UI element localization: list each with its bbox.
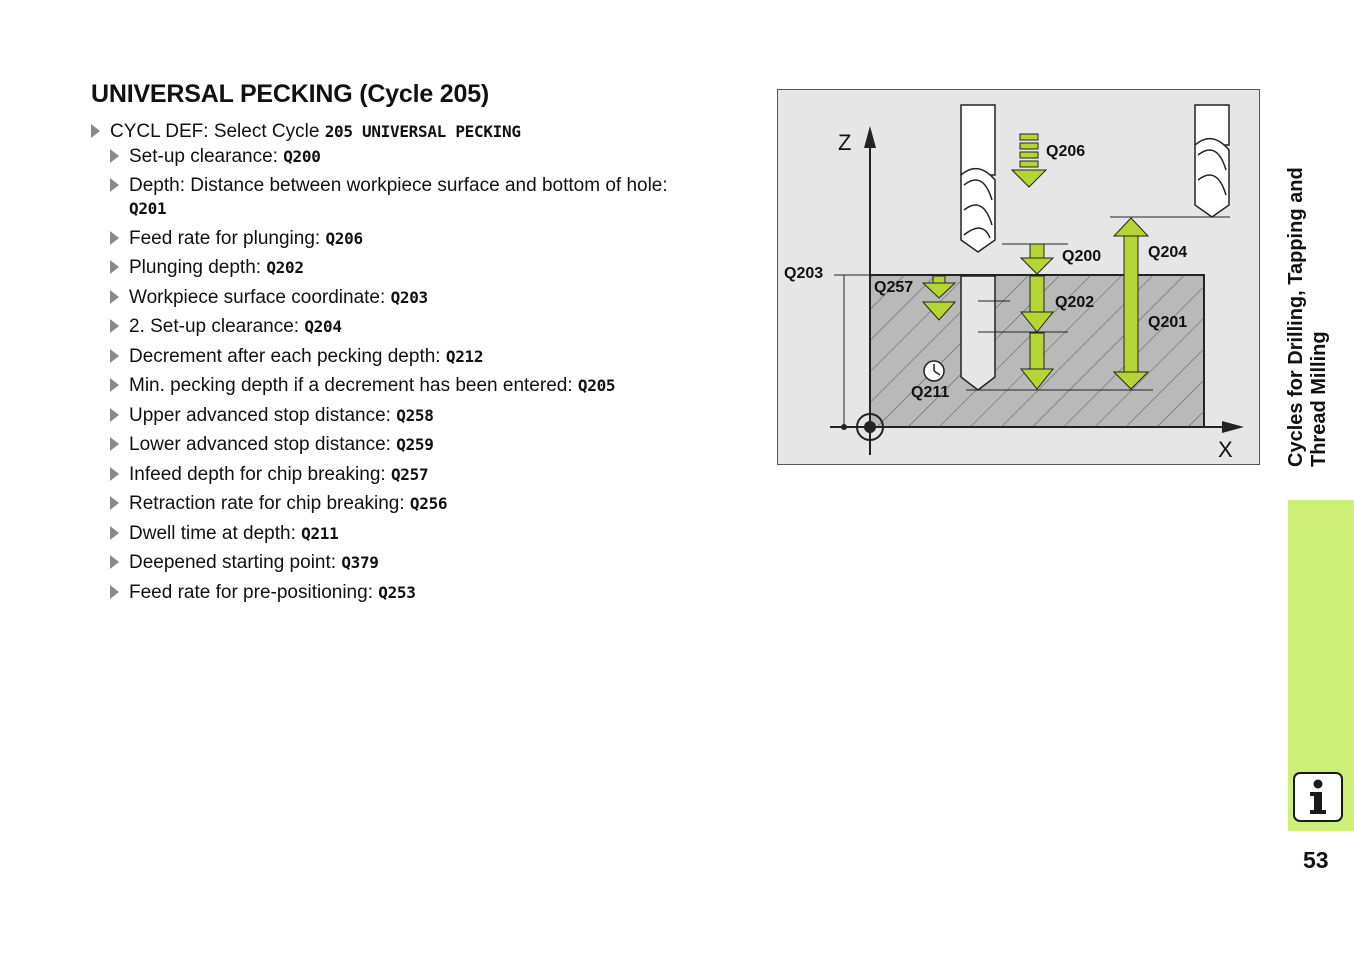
bullet-triangle-icon: [110, 149, 119, 163]
q206-label: Q206: [1046, 143, 1086, 160]
list-item: Deepened starting point: Q379: [110, 552, 379, 574]
bullet-triangle-icon: [91, 124, 100, 138]
q211-label: Q211: [911, 384, 950, 401]
list-item: Infeed depth for chip breaking: Q257: [110, 464, 428, 486]
bullet-triangle-icon: [110, 260, 119, 274]
q202-label: Q202: [1055, 294, 1095, 311]
bullet-triangle-icon: [110, 408, 119, 422]
bullet-triangle-icon: [110, 178, 119, 192]
z-axis-label: Z: [838, 130, 852, 155]
list-item: Retraction rate for chip breaking: Q256: [110, 493, 447, 515]
q203-label: Q203: [784, 265, 824, 282]
list-item: Min. pecking depth if a decrement has been entered: Q205: [110, 375, 615, 397]
bullet-triangle-icon: [110, 526, 119, 540]
list-item: Lower advanced stop distance: Q259: [110, 434, 434, 456]
chapter-title-line1: Cycles for Drilling, Tapping and: [1285, 167, 1307, 467]
bullet-triangle-icon: [110, 437, 119, 451]
q206-feed-arrow: [1012, 134, 1046, 187]
clock-icon: [924, 361, 944, 381]
chapter-title: [1285, 95, 1340, 467]
list-item: Dwell time at depth: Q211: [110, 523, 338, 545]
q204-label: Q204: [1148, 244, 1188, 261]
bullet-triangle-icon: [110, 555, 119, 569]
q201-label: Q201: [1148, 314, 1188, 331]
list-item: Workpiece surface coordinate: Q203: [110, 287, 428, 309]
list-item: Set-up clearance: Q200: [110, 146, 321, 168]
page-number: 53: [1303, 847, 1329, 873]
list-item: Depth: Distance between workpiece surface and bottom of hole:: [110, 175, 668, 197]
bullet-triangle-icon: [110, 585, 119, 599]
list-item-continuation: Q201: [129, 199, 167, 218]
q200-arrow: [1021, 244, 1053, 274]
list-item: Plunging depth: Q202: [110, 257, 304, 279]
list-item: Decrement after each pecking depth: Q212: [110, 346, 483, 368]
bullet-triangle-icon: [110, 496, 119, 510]
list-item: Feed rate for plunging: Q206: [110, 228, 363, 250]
bullet-triangle-icon: [110, 349, 119, 363]
list-item: 2. Set-up clearance: Q204: [110, 316, 342, 338]
list-item: CYCL DEF: Select Cycle 205 UNIVERSAL PECKING: [91, 121, 521, 143]
pecking-diagram: [777, 89, 1260, 465]
bullet-triangle-icon: [110, 290, 119, 304]
q200-label: Q200: [1062, 248, 1102, 265]
bullet-triangle-icon: [110, 319, 119, 333]
hole-tool: [961, 276, 995, 390]
x-axis-label: X: [1218, 437, 1233, 462]
info-icon[interactable]: [1293, 772, 1343, 822]
bullet-triangle-icon: [110, 467, 119, 481]
q257-label: Q257: [874, 279, 914, 296]
list-item: Upper advanced stop distance: Q258: [110, 405, 434, 427]
bullet-triangle-icon: [110, 378, 119, 392]
drill-tool-right: [1195, 105, 1229, 217]
page-title: UNIVERSAL PECKING (Cycle 205): [91, 80, 490, 108]
list-item: Feed rate for pre-positioning: Q253: [110, 582, 416, 604]
chapter-title-line2: Thread Milling: [1308, 331, 1330, 467]
drill-tool-left: [961, 105, 995, 252]
bullet-triangle-icon: [110, 231, 119, 245]
